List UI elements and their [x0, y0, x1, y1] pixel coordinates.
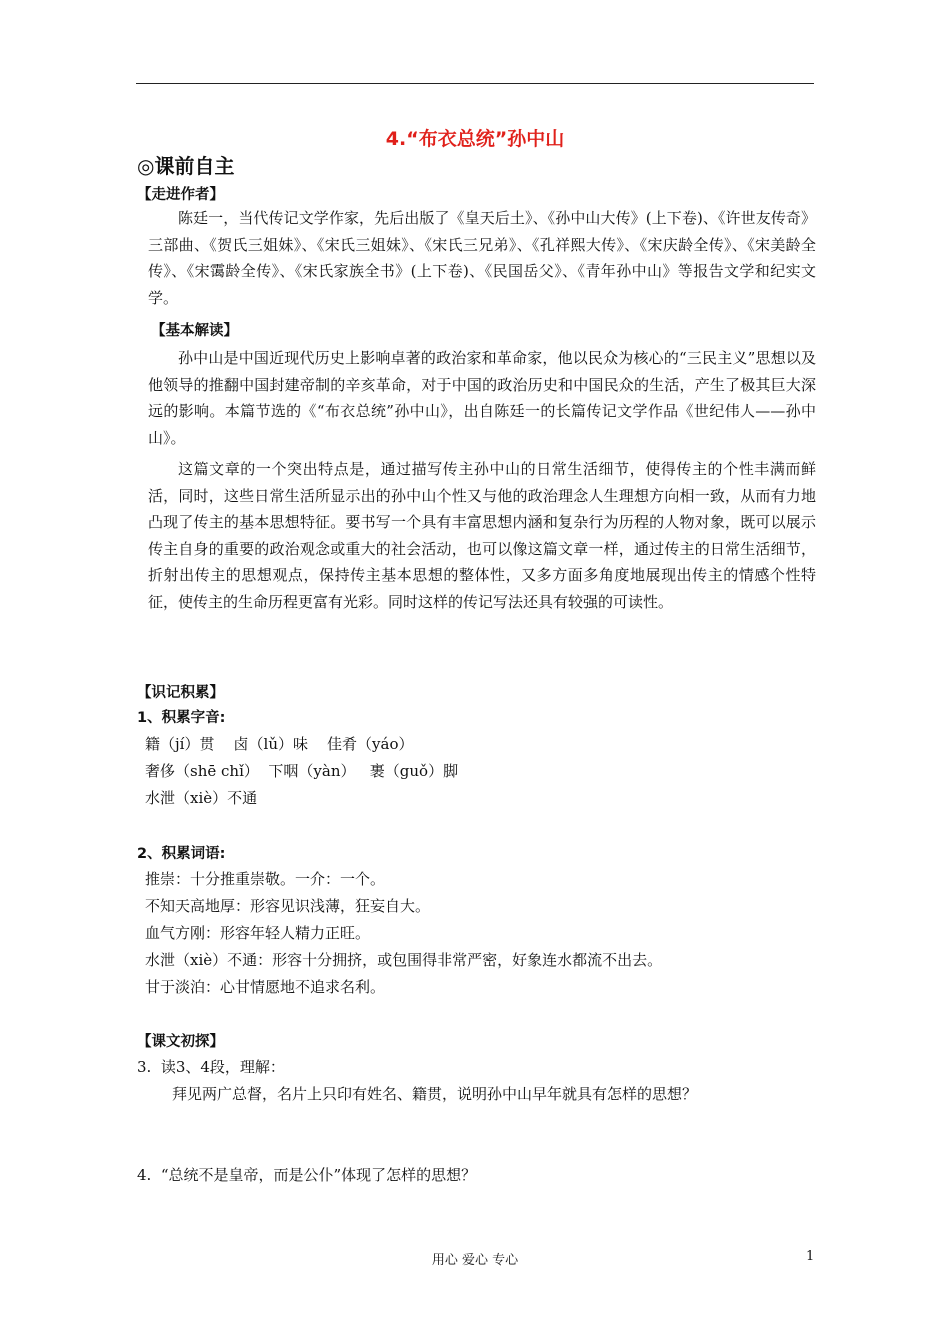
header-rule: [136, 83, 814, 84]
reading-paragraph-2: 这篇文章的一个突出特点是，通过描写传主孙中山的日常生活细节，使得传主的个性丰满而鲜活，同时，这些日常生活所显示出的孙中山个性又与他的政治理念人生理想方向相一致，从而有力地凸现了传主的基本思想特征。要书写一个具有丰富思想内涵和复杂行为历程的人物对象，既可以展示传主自身的重要的政治观念或重大的社会活动，也可以像这篇文章一样，通过传主的日常生活细节，折射出传主的思想观点，保持传主基本思想的整体性，又多方面多角度地展现出传主的情感个性特征，使传主的生命历程更富有光彩。同时这样的传记写法还具有较强的可读性。: [148, 460, 816, 611]
pinyin-line: 籍（jí）贯 卤（lǔ）味 佳肴（yáo）: [145, 735, 414, 753]
reading-paragraph-1: 孙中山是中国近现代历史上影响卓著的政治家和革命家，他以民众为核心的“三民主义”思想以及他领导的推翻中国封建帝制的辛亥革命，对于中国的政治历史和中国民众的生活，产生了极其巨大深远的影响。本篇节选的《“布衣总统”孙中山》，出自陈廷一的长篇传记文学作品《世纪伟人——孙中山》。: [148, 349, 816, 447]
word-line: 血气方刚：形容年轻人精力正旺。: [145, 924, 371, 942]
heading-reading: 【基本解读】: [151, 323, 238, 339]
question-4-text: 4. “总统不是皇帝，而是公仆”体现了怎样的思想？: [137, 1166, 477, 1184]
word-line: 不知天高地厚：形容见识浅薄，狂妄自大。: [145, 897, 431, 915]
pinyin-line: 奢侈（shē chǐ） 下咽（yàn） 裹（guǒ）脚: [145, 762, 459, 780]
word-line: 推崇：十分推重崇敬。一介：一个。: [145, 870, 386, 888]
heading-memory: 【识记积累】: [137, 685, 224, 701]
word-line: 水泄（xiè）不通：形容十分拥挤，或包围得非常严密，好象连水都流不出去。: [145, 951, 663, 969]
section-heading-preview: ◎课前自主: [137, 154, 235, 178]
heading-pinyin: 1、积累字音:: [137, 710, 226, 726]
page-number: 1: [806, 1249, 815, 1264]
page-title: 4.“布衣总统”孙中山: [385, 128, 565, 150]
question-3-label: 3. 读3、4段，理解：: [137, 1058, 285, 1076]
heading-explore: 【课文初探】: [137, 1034, 224, 1050]
heading-words: 2、积累词语:: [137, 846, 226, 862]
footer-motto: 用心 爱心 专心: [431, 1253, 519, 1268]
pinyin-line: 水泄（xiè）不通: [145, 789, 258, 807]
heading-author: 【走进作者】: [137, 187, 224, 203]
question-3-text: 拜见两广总督，名片上只印有姓名、籍贯，说明孙中山早年就具有怎样的思想？: [172, 1085, 698, 1103]
author-paragraph: 陈廷一，当代传记文学作家，先后出版了《皇天后土》、《孙中山大传》(上下卷)、《许世友传奇》三部曲、《贺氏三姐妹》、《宋氏三姐妹》、《宋氏三兄弟》、《孔祥熙大传》、《宋庆龄全传》、《宋美龄全传》、《宋霭龄全传》、《宋氏家族全书》(上下卷)、《民国岳父》、《青年孙中山》等报告文学和纪实文学。: [148, 209, 816, 307]
word-line: 甘于淡泊：心甘情愿地不追求名利。: [145, 978, 386, 996]
